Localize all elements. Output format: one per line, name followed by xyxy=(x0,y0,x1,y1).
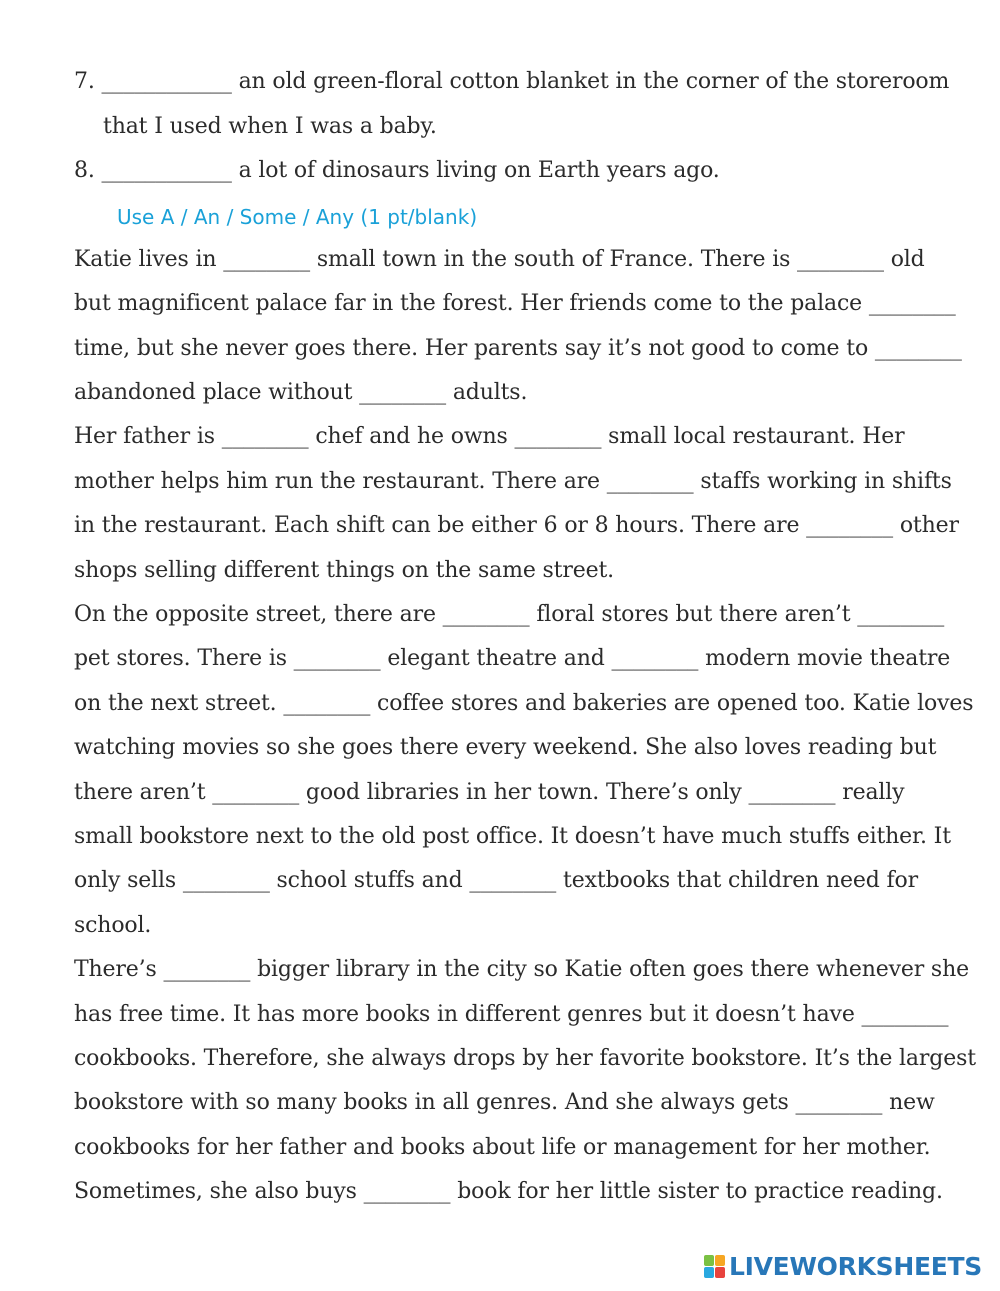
logo-text: LIVEWORKSHEETS xyxy=(728,1252,982,1281)
passage-line: watching movies so she goes there every weekend. She also loves reading but xyxy=(74,735,937,760)
passage-line: cookbooks. Therefore, she always drops by her favorite bookstore. It’s the largest xyxy=(74,1046,976,1071)
passage-line: bookstore with so many books in all genres. And she always gets ________ new xyxy=(74,1090,935,1115)
passage-line: but magnificent palace far in the forest. Her friends come to the palace ________ xyxy=(74,291,956,316)
passage-line: Sometimes, she also buys ________ book for her little sister to practice reading. xyxy=(74,1179,943,1204)
passage-line: cookbooks for her father and books about life or management for her mother. xyxy=(74,1135,931,1160)
passage-line: small bookstore next to the old post office. It doesn’t have much stuffs either. It xyxy=(74,824,951,849)
passage-line: abandoned place without ________ adults. xyxy=(74,380,528,405)
passage-line: Her father is ________ chef and he owns ________ small local restaurant. Her xyxy=(74,424,905,449)
liveworksheets-logo xyxy=(704,1252,982,1281)
passage-line: on the next street. ________ coffee stores and bakeries are opened too. Katie loves xyxy=(74,691,974,716)
logo-blocks-icon xyxy=(704,1255,725,1278)
passage-line: Katie lives in ________ small town in the south of France. There is ________ old xyxy=(74,247,925,272)
passage-line: has free time. It has more books in different genres but it doesn’t have ________ xyxy=(74,1002,949,1027)
passage-line: On the opposite street, there are ________ floral stores but there aren’t ________ xyxy=(74,602,945,627)
passage-line: school. xyxy=(74,913,152,938)
item-7-line-2: that I used when I was a baby. xyxy=(103,114,437,139)
item-7-line-1: 7. ____________ an old green-floral cotton blanket in the corner of the storeroom xyxy=(74,69,950,94)
passage-line: only sells ________ school stuffs and ________ textbooks that children need for xyxy=(74,868,918,893)
passage-line: time, but she never goes there. Her parents say it’s not good to come to ________ xyxy=(74,336,962,361)
passage-line: there aren’t ________ good libraries in her town. There’s only ________ really xyxy=(74,780,905,805)
passage-line: There’s ________ bigger library in the city so Katie often goes there whenever she xyxy=(74,957,969,982)
passage-line: in the restaurant. Each shift can be either 6 or 8 hours. There are ________ other xyxy=(74,513,959,538)
section-heading: Use A / An / Some / Any (1 pt/blank) xyxy=(117,205,478,229)
item-8-line-1: 8. ____________ a lot of dinosaurs living on Earth years ago. xyxy=(74,158,720,183)
passage-line: mother helps him run the restaurant. There are ________ staffs working in shifts xyxy=(74,469,952,494)
passage-line: pet stores. There is ________ elegant theatre and ________ modern movie theatre xyxy=(74,646,951,671)
passage-line: shops selling different things on the same street. xyxy=(74,558,615,583)
